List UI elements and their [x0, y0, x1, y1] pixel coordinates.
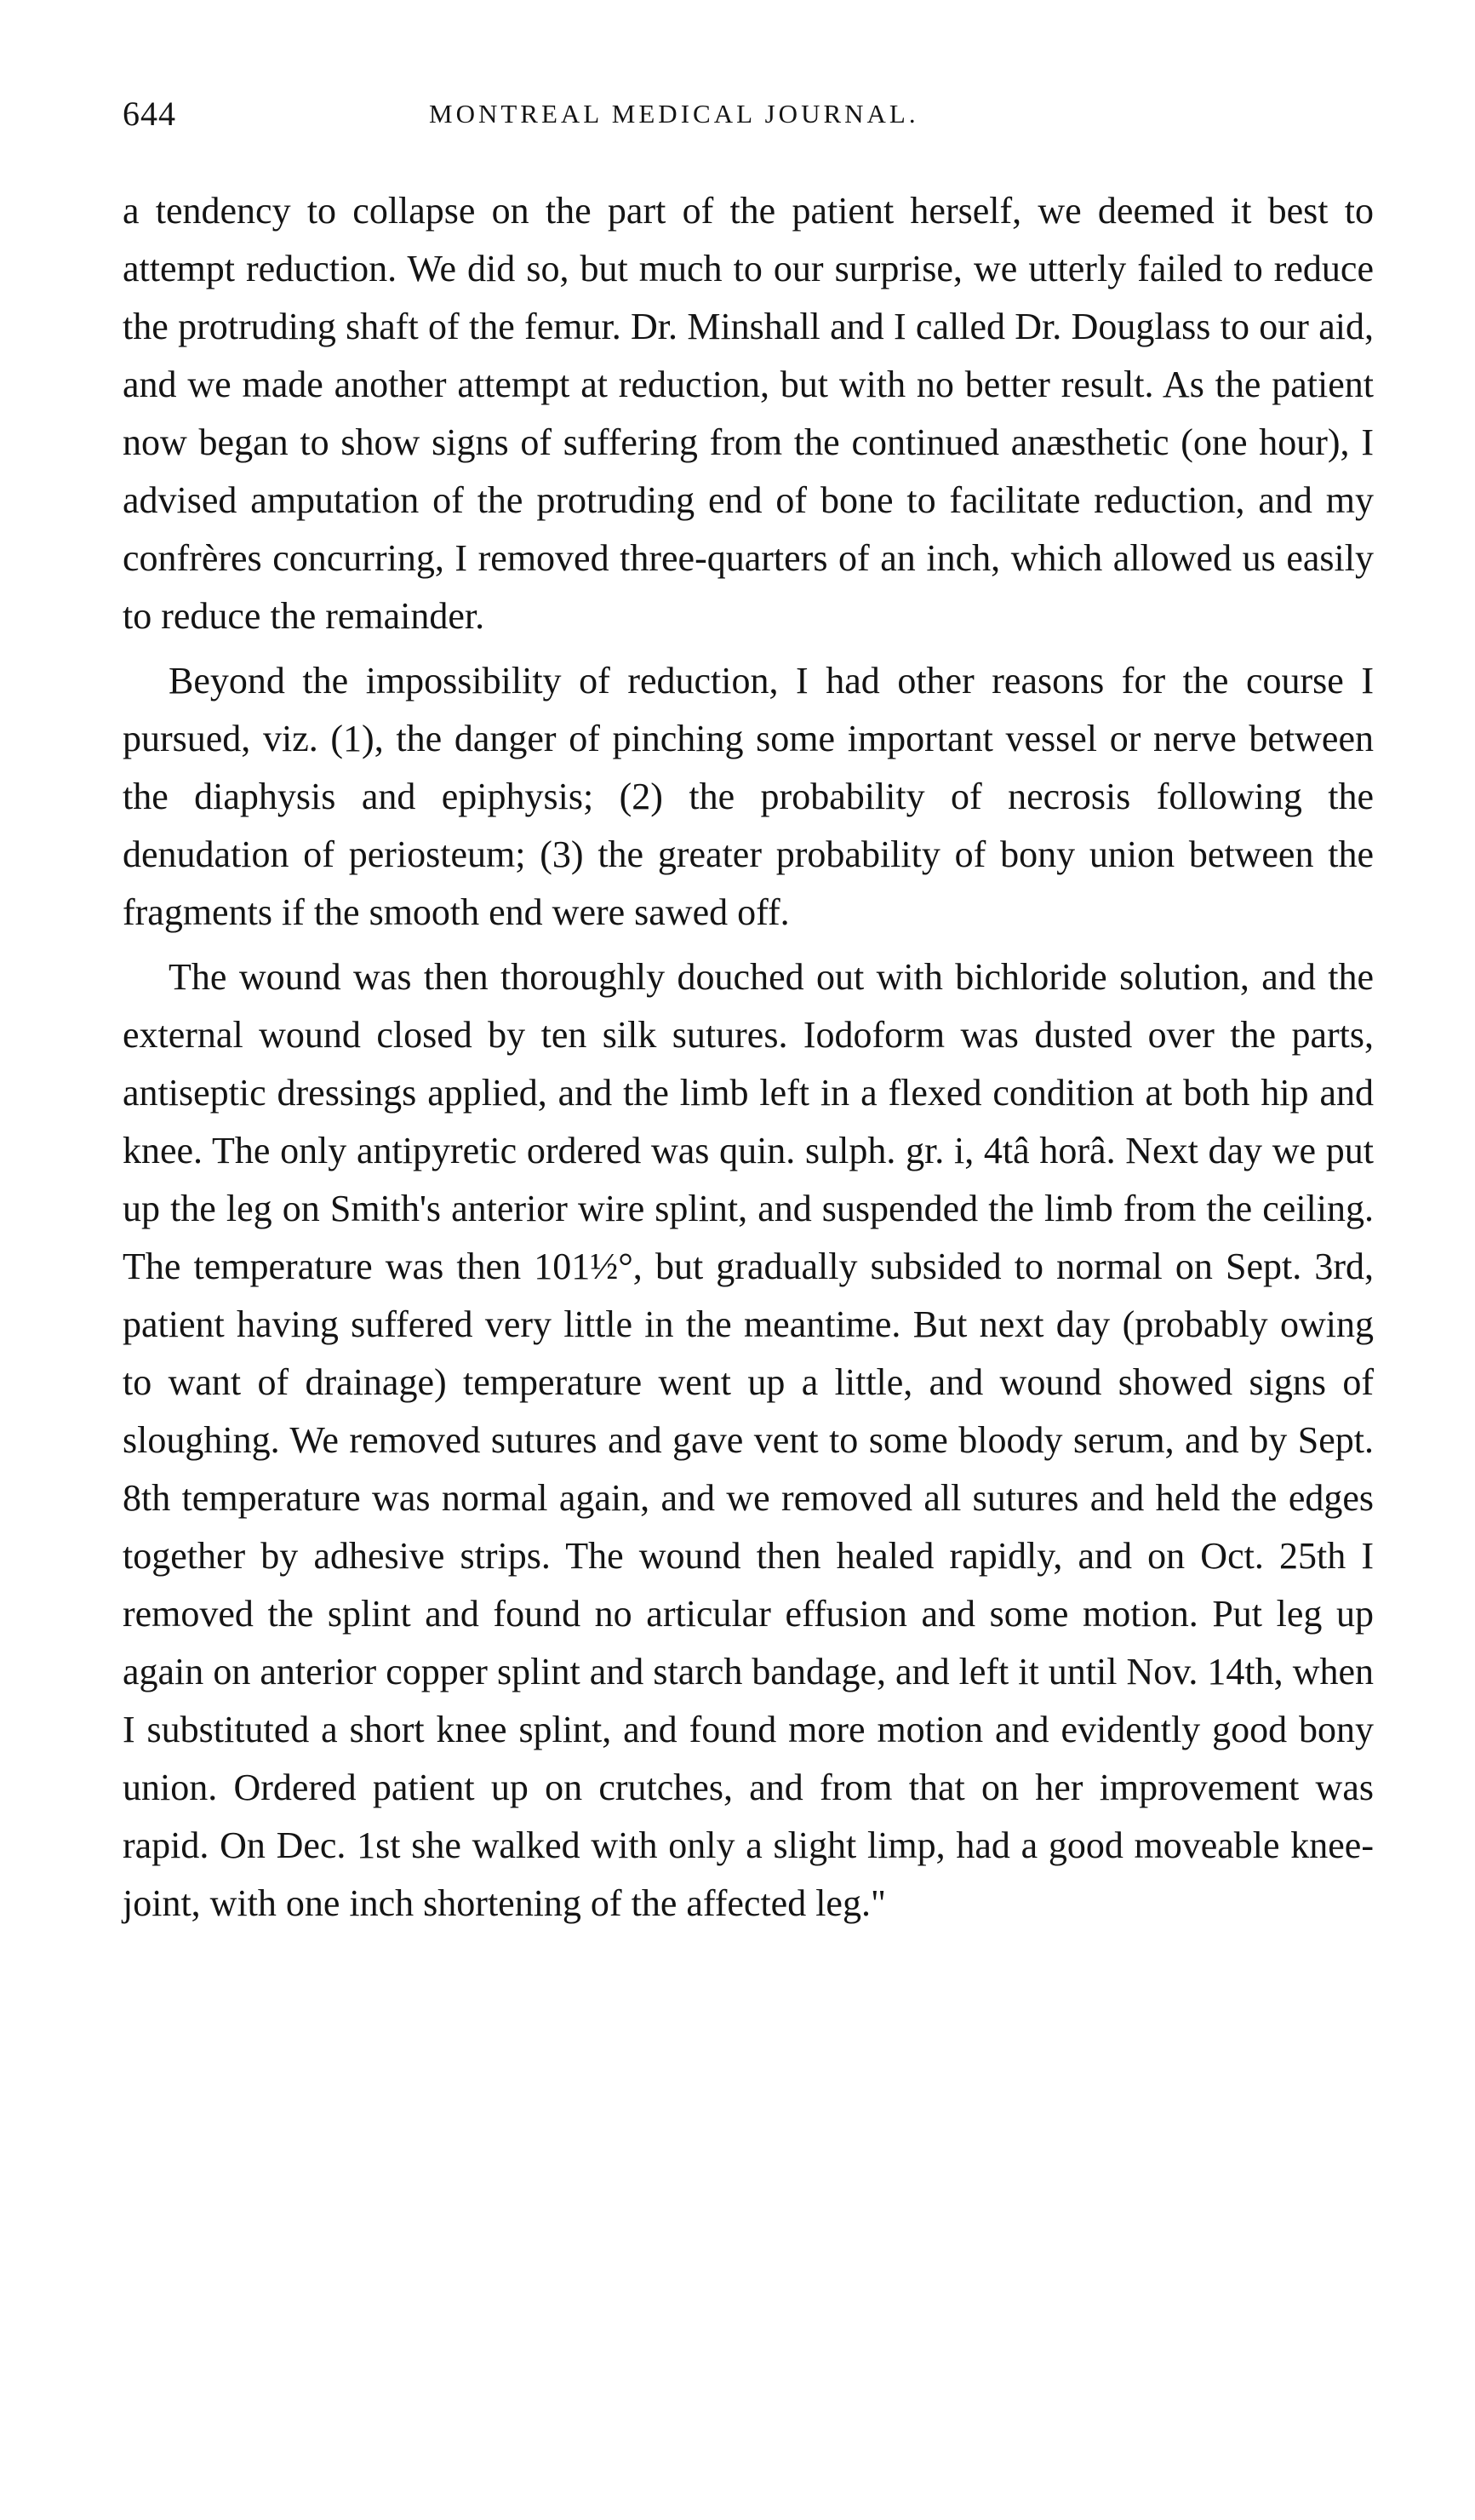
- page-number: 644: [123, 94, 176, 133]
- page-header: [123, 94, 1374, 145]
- paragraph-continuation: a tendency to collapse on the part of the patient herself, we deemed it best to attempt reduction. We did so, but much to our surprise, we utterly failed to reduce the protruding shaft of the femur. Dr. Minshall and I called Dr. Douglass to our aid, and we made another attempt at reduction, but with no better result. As the patient now began to show signs of suffering from the continued anæsthetic (one hour), I advised amputation of the protruding end of bone to facilitate reduction, and my confrères concurring, I removed three-quarters of an inch, which allowed us easily to reduce the remainder.: [123, 190, 1374, 637]
- journal-page: [123, 94, 1374, 1933]
- running-head: MONTREAL MEDICAL JOURNAL.: [429, 99, 919, 129]
- paragraph-reasons: Beyond the impossibility of reduction, I had other reasons for the course I pursued, viz. (1), the danger of pinching some important vessel or nerve between the diaphysis and epiphysis; (2) the probability of necrosis following the denudation of periosteum; (3) the greater probability of bony union between the fragments if the smooth end were sawed off.: [123, 660, 1374, 933]
- paragraph-treatment: The wound was then thoroughly douched out with bichloride solution, and the external wound closed by ten silk sutures. Iodoform was dusted over the parts, antiseptic dressings applied, and the limb left in a flexed condition at both hip and knee. The only antipyretic ordered was quin. sulph. gr. i, 4tâ horâ. Next day we put up the leg on Smith's anterior wire splint, and suspended the limb from the ceiling. The temperature was then 101½°, but gradually subsided to normal on Sept. 3rd, patient having suffered very little in the meantime. But next day (probably owing to want of drainage) temperature went up a little, and wound showed signs of sloughing. We removed sutures and gave vent to some bloody serum, and by Sept. 8th temperature was normal again, and we removed all sutures and held the edges together by adhesive strips. The wound then healed rapidly, and on Oct. 25th I removed the splint and found no articular effusion and some motion. Put leg up again on anterior copper splint and starch bandage, and left it until Nov. 14th, when I substituted a short knee splint, and found more motion and evidently good bony union. Ordered patient up on crutches, and from that on her improvement was rapid. On Dec. 1st she walked with only a slight limp, had a good moveable knee-joint, with one inch shortening of the affected leg.": [123, 956, 1374, 1924]
